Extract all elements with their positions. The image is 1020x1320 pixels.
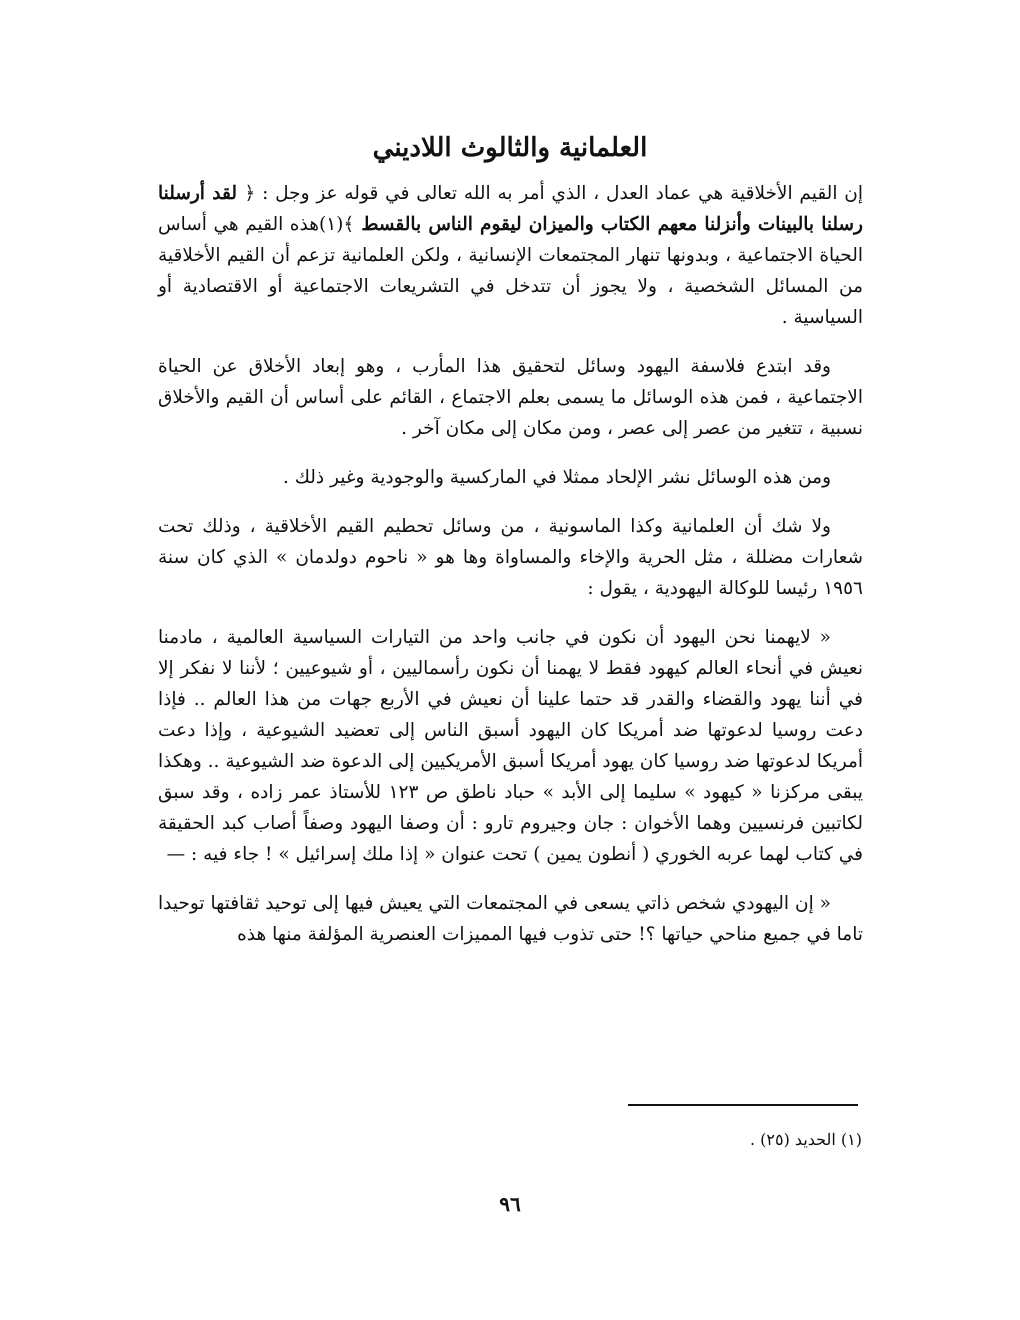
page-title: العلمانية والثالوث اللاديني [372,133,648,163]
paragraph-3: ومن هذه الوسائل نشر الإلحاد ممثلا في الماركسية والوجودية وغير ذلك . [282,467,831,488]
paragraph-2: وقد ابتدع فلاسفة اليهود وسائل لتحقيق هذا المأرب ، وهو إبعاد الأخلاق عن الحياة الاجتماعية ، فمن هذه الوسائل ما يسمى بعلم الاجتماع ، القائم على أساس أن القيم والأخلاق نسبية ، تتغير من عصر إلى عصر ، ومن مكان إلى مكان آخر . [158,356,863,439]
quran-verse-text: لقد أرسلنا رسلنا بالبينات وأنزلنا معهم الكتاب والميزان ليقوم الناس بالقسط [158,183,863,235]
page-number: ٩٦ [499,1192,521,1216]
paragraph-4: ولا شك أن العلمانية وكذا الماسونية ، من وسائل تحطيم القيم الأخلاقية ، وذلك تحت شعارات مضللة ، مثل الحرية والإخاء والمساواة وها هو « ناحوم دولدمان » الذي كان سنة ١٩٥٦ رئيسا للوكالة اليهودية ، يقول : [158,516,863,599]
paragraph-6-quote: « إن اليهودي شخص ذاتي يسعى في المجتمعات التي يعيش فيها إلى توحيد ثقافتها توحيدا تاما في جميع مناحي حياتها ؟! حتى تذوب فيها المميزات العنصرية المؤلفة منها هذه [158,893,863,945]
footnote: (١) الحديد (٢٥) . [749,1130,862,1149]
paragraph-5-quote: « لايهمنا نحن اليهود أن نكون في جانب واحد من التيارات السياسية العالمية ، مادمنا نعيش في أنحاء العالم كيهود فقط لا يهمنا أن نكون رأسماليين ، أو شيوعيين ؛ لأننا لا نفكر إلا في أننا يهود والقضاء والقدر قد حتما علينا أن نعيش في الأربع جهات من هذا العالم .. فإذا دعت روسيا لدعوتها ضد أمريكا كان اليهود أسبق الناس إلى تعضيد الشيوعية ، وإذا دعت أمريكا لدعوتها ضد روسيا كان يهود أمريكا أسبق الأمريكيين إلى الدعوة ضد الشيوعية .. وهكذا يبقى مركزنا « كيهود » سليما إلى الأبد » حباد ناطق ص ١٢٣ للأستاذ عمر زاده ، وقد سبق لكاتبين فرنسيين وهما الأخوان : جان وجيروم تارو : أن وصفا اليهود وصفاً أصاب كبد الحقيقة في كتاب لهما عربه الخوري ( أنطون يمين ) تحت عنوان « إذا ملك إسرائيل » ! جاء فيه : — [158,627,863,865]
body-text [158,178,863,968]
paragraph-1-rest: هذه القيم هي أساس الحياة الاجتماعية ، وبدونها تنهار المجتمعات الإنسانية ، ولكن العلمانية تزعم أن القيم الأخلاقية من المسائل الشخصية ، ولا يجوز أن تتدخل في التشريعات الاجتماعية أو الاقتصادية أو السياسية . [158,214,863,328]
paragraph-1-intro: إن القيم الأخلاقية هي عماد العدل ، الذي أمر به الله تعالى في قوله عز وجل : [262,183,863,204]
paragraph-1 [158,178,863,333]
footnote-divider [628,1104,858,1106]
verse-close-bracket: ﴾(١) [318,214,355,235]
verse-open-bracket: ﴿ [244,183,256,204]
